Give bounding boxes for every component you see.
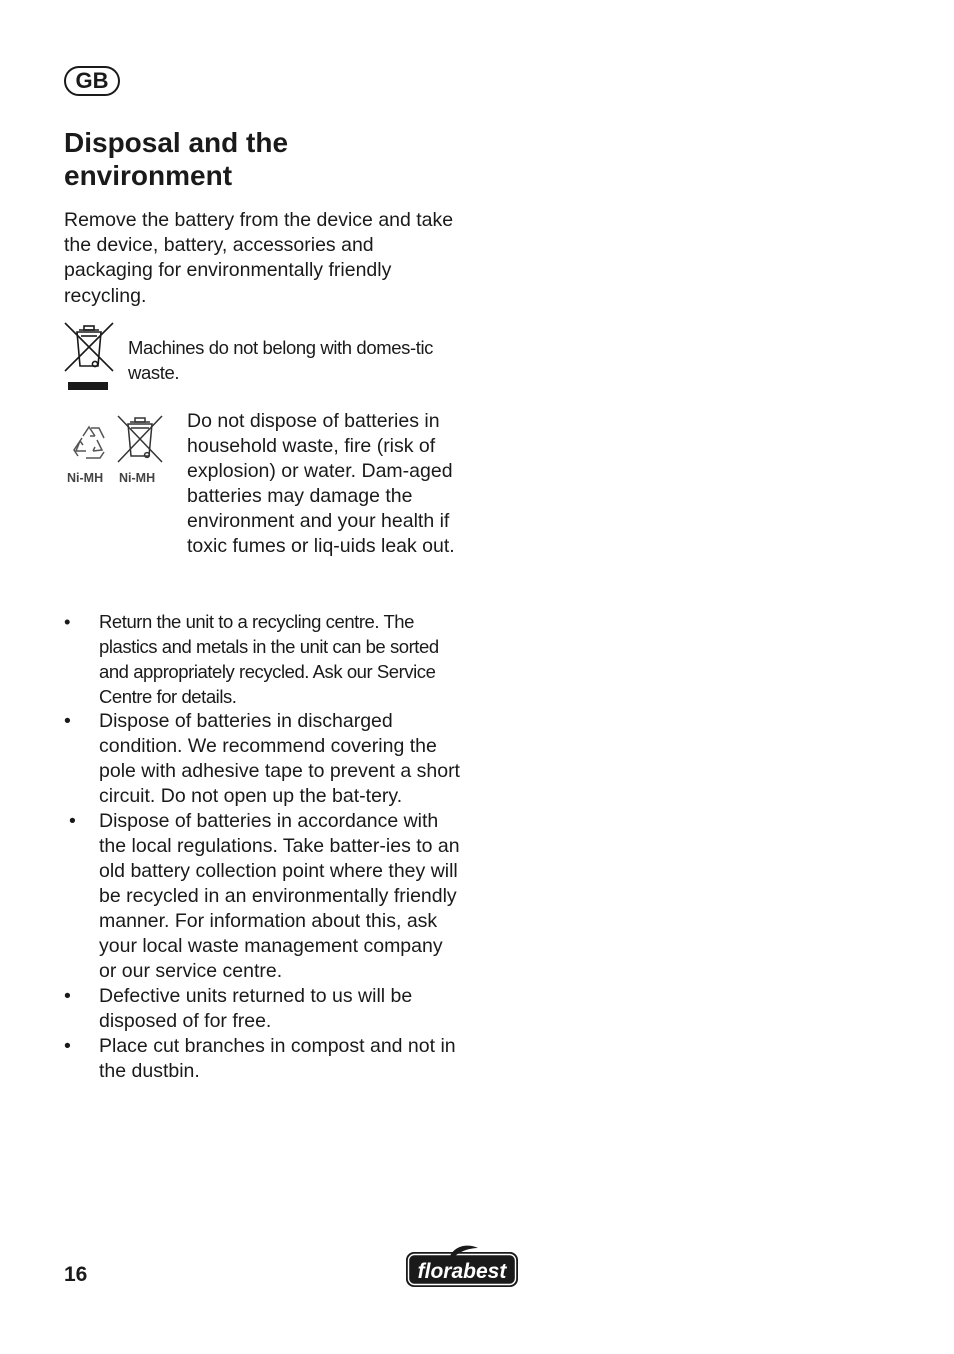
list-item: [64, 709, 464, 809]
florabest-logo: [404, 1242, 520, 1290]
logo-text: florabest: [417, 1260, 507, 1283]
ni-mh-label: Ni-MH: [119, 471, 156, 485]
list-item: [64, 809, 464, 984]
bullet-marker: •: [69, 810, 76, 832]
intro-paragraph: Remove the battery from the device and take the device, battery, accessories and packaging for environmentally friendly recycling.: [64, 209, 454, 307]
list-item: [64, 984, 464, 1034]
recycling-icon: [74, 427, 104, 458]
battery-disposal-note: Do not dispose of batteries in household waste, fire (risk of explosion) or water. Dam-aged batteries may damage the environment and your health if toxic fumes or liq-uids leak out.: [187, 410, 455, 557]
bullet-marker: •: [64, 1035, 71, 1057]
crossed-out-wheelie-bin-icon: [118, 416, 162, 462]
list-item-text: Dispose of batteries in discharged condition. We recommend covering the pole with adhesive tape to prevent a short circuit. Do not open up the bat-tery.: [99, 710, 460, 807]
battery-disposal-symbols: [64, 414, 168, 488]
list-item-text: Dispose of batteries in accordance with the local regulations. Take batter-ies to an old battery collection point where they will be recycled in an environmentally friendly manner. For information about this, ask your local waste management company or our service centre.: [99, 810, 460, 982]
bullet-marker: •: [64, 611, 71, 632]
list-item: [64, 609, 464, 709]
list-item-text: Place cut branches in compost and not in the dustbin.: [99, 1035, 456, 1082]
list-item-text: Return the unit to a recycling centre. The plastics and metals in the unit can be sorted and appropriately recycled. Ask our Service Centre for details.: [99, 611, 439, 707]
list-item: [64, 1034, 464, 1084]
disposal-bullet-list: [64, 609, 464, 1084]
language-badge: GB: [64, 66, 120, 96]
machines-waste-note: Machines do not belong with domes-tic waste.: [128, 337, 434, 383]
bullet-marker: •: [64, 985, 71, 1007]
list-item-text: Defective units returned to us will be disposed of for free.: [99, 985, 413, 1032]
bullet-marker: •: [64, 710, 71, 732]
page-number: 16: [64, 1263, 88, 1286]
section-title: Disposal and the environment: [64, 127, 289, 191]
crossed-out-wheelie-bin-icon: [62, 320, 116, 392]
ni-mh-label: Ni-MH: [67, 471, 104, 485]
